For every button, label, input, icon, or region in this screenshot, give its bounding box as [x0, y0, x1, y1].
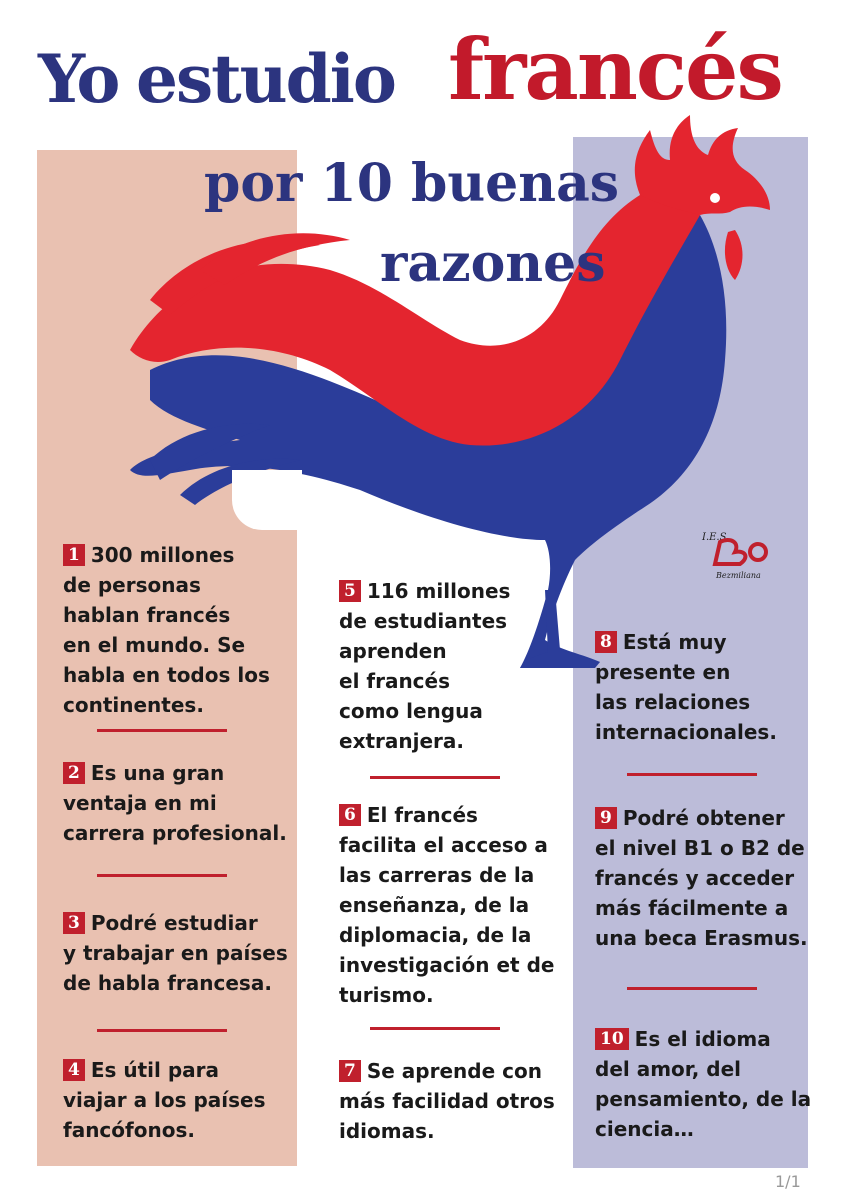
separator [370, 776, 500, 779]
school-logo [700, 522, 780, 582]
reason-text: Podré obtener el nivel B1 o B2 de francés y acceder más fácilmente a una beca Erasmus. [595, 806, 808, 950]
reason-text: Está muy presente en las relaciones internacionales. [595, 630, 777, 744]
reason-number: 5 [339, 580, 361, 602]
reason-10 [595, 1024, 811, 1144]
reason-text: 116 millones de estudiantes aprenden el francés como lengua extranjera. [339, 579, 511, 753]
reason-3 [63, 908, 288, 998]
panel-notch [232, 470, 302, 530]
separator [370, 1027, 500, 1030]
separator [627, 987, 757, 990]
reason-text: Es útil para viajar a los países fancófonos. [63, 1058, 266, 1142]
reason-text: Es el idioma del amor, del pensamiento, de la ciencia… [595, 1027, 812, 1141]
subtitle-line-1: por 10 buenas [204, 153, 620, 214]
reason-text: Se aprende con más facilidad otros idiomas. [339, 1059, 555, 1143]
separator [97, 1029, 227, 1032]
reason-8 [595, 627, 777, 747]
reason-number: 10 [595, 1028, 629, 1050]
separator [97, 874, 227, 877]
reason-text: El francés facilita el acceso a las carreras de la enseñanza, de la diplomacia, de la investigación et de turismo. [339, 803, 555, 1007]
reason-number: 6 [339, 804, 361, 826]
reason-5 [339, 576, 510, 756]
logo-top-text: I.E.S. [702, 532, 730, 543]
reason-number: 2 [63, 762, 85, 784]
reason-number: 3 [63, 912, 85, 934]
reason-number: 1 [63, 544, 85, 566]
separator [627, 773, 757, 776]
title-estudio: estudio [136, 40, 395, 118]
page-indicator: 1/1 [775, 1172, 801, 1191]
title-frances: francés [448, 20, 782, 119]
reason-number: 8 [595, 631, 617, 653]
reason-7 [339, 1056, 555, 1146]
reason-6 [339, 800, 554, 1010]
reason-4 [63, 1055, 266, 1145]
logo-bottom-text: Bezmiliana [716, 571, 761, 580]
reason-number: 4 [63, 1059, 85, 1081]
subtitle-line-2: razones [380, 233, 606, 294]
reason-number: 9 [595, 807, 617, 829]
reason-text: 300 millones de personas hablan francés en el mundo. Se habla en todos los continentes. [63, 543, 270, 717]
reason-9 [595, 803, 808, 953]
reason-1 [63, 540, 270, 720]
reason-number: 7 [339, 1060, 361, 1082]
reason-text: Podré estudiar y trabajar en países de habla francesa. [63, 911, 288, 995]
reason-text: Es una gran ventaja en mi carrera profesional. [63, 761, 287, 845]
separator [97, 729, 227, 732]
reason-2 [63, 758, 287, 848]
title-yo: Yo [38, 40, 118, 118]
